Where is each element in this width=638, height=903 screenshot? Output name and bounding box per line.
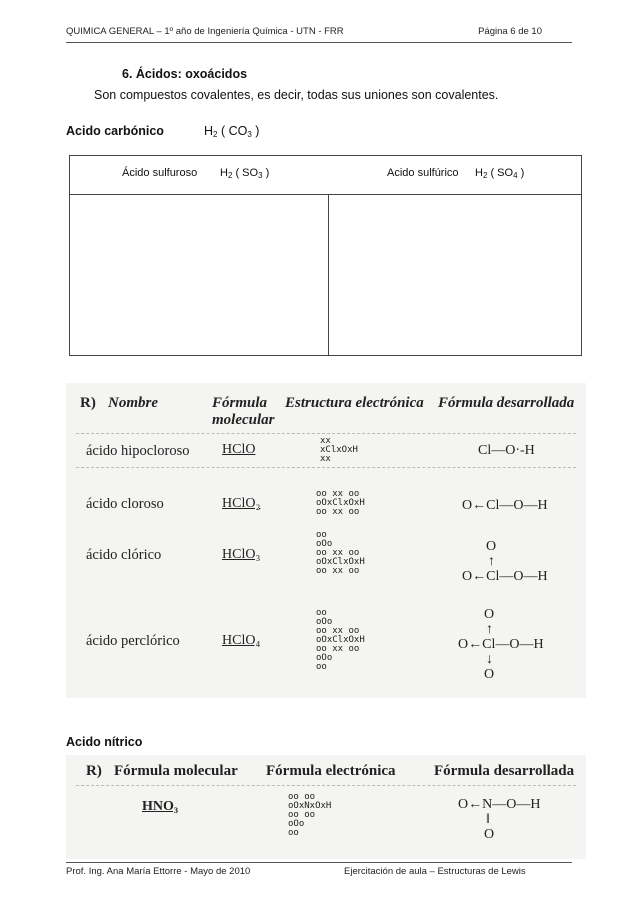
scan-divider	[76, 785, 576, 786]
lewis-line: oOo	[316, 653, 333, 663]
header-course: QUIMICA GENERAL – 1º año de Ingeniería Química - UTN - FRR	[66, 26, 344, 37]
sulfur-acids-table	[69, 155, 582, 356]
lewis-line: oo oo	[288, 792, 316, 802]
table-column-divider	[328, 195, 329, 356]
scan-header-molecular: molecular	[212, 412, 275, 428]
lewis-structure-hclo	[320, 437, 358, 464]
lewis-line: oo xx oo	[316, 626, 360, 636]
lewis-line: oo xx oo	[316, 566, 360, 576]
molecular-formula-hclo: HClO	[222, 442, 256, 457]
lewis-line: oo xx oo	[316, 644, 360, 654]
formula-subscript: 2	[482, 171, 488, 180]
lewis-line: oOxClxOxH	[316, 498, 365, 508]
table-header-row	[70, 156, 581, 195]
lewis-line: oo xx oo	[316, 489, 360, 499]
acid-name-clorico: ácido clórico	[86, 547, 162, 563]
formula-part: )	[262, 167, 270, 179]
molecular-formula-hclo3: HClO₃	[222, 547, 261, 562]
nitric-header-electronica: Fórmula electrónica	[266, 763, 396, 779]
footer-divider	[66, 862, 572, 863]
lewis-line: oOo	[288, 819, 305, 829]
dev-line: ↑	[486, 622, 493, 637]
nitric-header-molecular: Fórmula molecular	[114, 763, 238, 779]
lewis-line: oOo	[316, 617, 333, 627]
lewis-line: xx	[320, 454, 331, 464]
header-divider	[66, 42, 572, 43]
lewis-line: oo xx oo	[316, 548, 360, 558]
developed-formula-hclo4	[458, 607, 544, 682]
developed-formula-hclo2: O←Cl—O—H	[462, 498, 548, 513]
nitric-acid-scan	[66, 755, 586, 859]
carbonic-acid-line	[66, 124, 260, 139]
nitric-developed-formula	[458, 797, 540, 842]
developed-formula-hclo: Cl—O·-H	[478, 443, 535, 458]
formula-part: )	[251, 124, 260, 138]
dev-line: O←Cl—O—H	[458, 637, 544, 652]
scan-divider	[76, 467, 576, 468]
acid-name-hipocloroso: ácido hipocloroso	[86, 443, 190, 459]
formula-part: H	[475, 167, 483, 179]
formula-subscript: 3	[258, 171, 263, 180]
formula-part: ( SO	[487, 167, 514, 179]
developed-formula-hclo3	[462, 539, 548, 584]
scan-header-formula: Fórmula	[212, 395, 268, 411]
molecular-formula-hclo4: HClO₄	[222, 633, 261, 648]
chlorine-oxoacids-scan	[66, 383, 586, 698]
nitric-molecular-formula: HNO₃	[142, 799, 179, 814]
lewis-line: oo xx oo	[316, 507, 360, 517]
lewis-line: oo oo	[288, 810, 316, 820]
lewis-line: oo	[316, 662, 327, 672]
sulfurous-acid-name: Ácido sulfuroso	[122, 167, 198, 179]
formula-part: ( CO	[217, 124, 248, 138]
nitric-lewis-structure	[288, 793, 331, 838]
dev-line: O	[486, 539, 497, 554]
page-header	[66, 26, 572, 42]
dev-line: O←N—O—H	[458, 797, 541, 812]
dev-line: ‖	[486, 812, 490, 827]
dev-line: ↑	[488, 554, 495, 569]
footer-topic: Ejercitación de aula – Estructuras de Lewis	[344, 866, 526, 877]
acid-name-perclorico: ácido perclórico	[86, 633, 180, 649]
carbonic-acid-formula	[204, 124, 259, 139]
scan-divider	[76, 433, 576, 434]
formula-subscript: 4	[513, 171, 518, 180]
lewis-line: oo	[316, 530, 327, 540]
scan-header-nombre: Nombre	[108, 395, 158, 411]
sulfuric-acid-formula	[475, 167, 524, 180]
lewis-line: xx	[320, 436, 331, 446]
formula-part: H	[220, 167, 228, 179]
lewis-line: oo	[316, 608, 327, 618]
formula-subscript: 2	[213, 130, 218, 139]
scan-header-desarrollada: Fórmula desarrollada	[438, 395, 575, 411]
dev-line: O	[484, 607, 495, 622]
nitric-header-desarrollada: Fórmula desarrollada	[434, 763, 575, 779]
section-intro: Son compuestos covalentes, es decir, todas sus uniones son covalentes.	[94, 88, 499, 102]
carbonic-acid-name: Acido carbónico	[66, 124, 164, 138]
dev-line: ↓	[486, 652, 493, 667]
formula-part: )	[517, 167, 525, 179]
footer-author: Prof. Ing. Ana María Ettorre - Mayo de 2010	[66, 866, 251, 877]
section-title: 6. Ácidos: oxoácidos	[122, 67, 248, 81]
lewis-structure-hclo4	[316, 609, 365, 672]
formula-subscript: 3	[247, 130, 252, 139]
dev-line: O←Cl—O—H	[462, 569, 548, 584]
scan-header-estructura: Estructura electrónica	[285, 395, 424, 411]
scan-header-r: R)	[80, 395, 96, 411]
lewis-structure-hclo2	[316, 490, 365, 517]
lewis-line: oOxClxOxH	[316, 635, 365, 645]
dev-line: O	[484, 827, 495, 842]
lewis-line: xClxOxH	[320, 445, 358, 455]
dev-line: O	[484, 667, 495, 682]
formula-part: H	[204, 124, 214, 138]
acid-name-cloroso: ácido cloroso	[86, 496, 164, 512]
formula-part: ( SO	[232, 167, 259, 179]
lewis-line: oo	[288, 828, 299, 838]
sulfurous-acid-formula	[220, 167, 269, 180]
lewis-line: oOxNxOxH	[288, 801, 332, 811]
lewis-structure-hclo3	[316, 531, 365, 576]
molecular-formula-hclo2: HClO₂	[222, 496, 261, 511]
nitric-acid-label: Acido nítrico	[66, 735, 143, 749]
formula-subscript: 2	[227, 171, 233, 180]
lewis-line: oOxClxOxH	[316, 557, 365, 567]
lewis-line: oOo	[316, 539, 333, 549]
nitric-header-r: R)	[86, 763, 102, 779]
sulfuric-acid-name: Acido sulfúrico	[387, 167, 459, 179]
header-page-number: Página 6 de 10	[478, 26, 542, 37]
